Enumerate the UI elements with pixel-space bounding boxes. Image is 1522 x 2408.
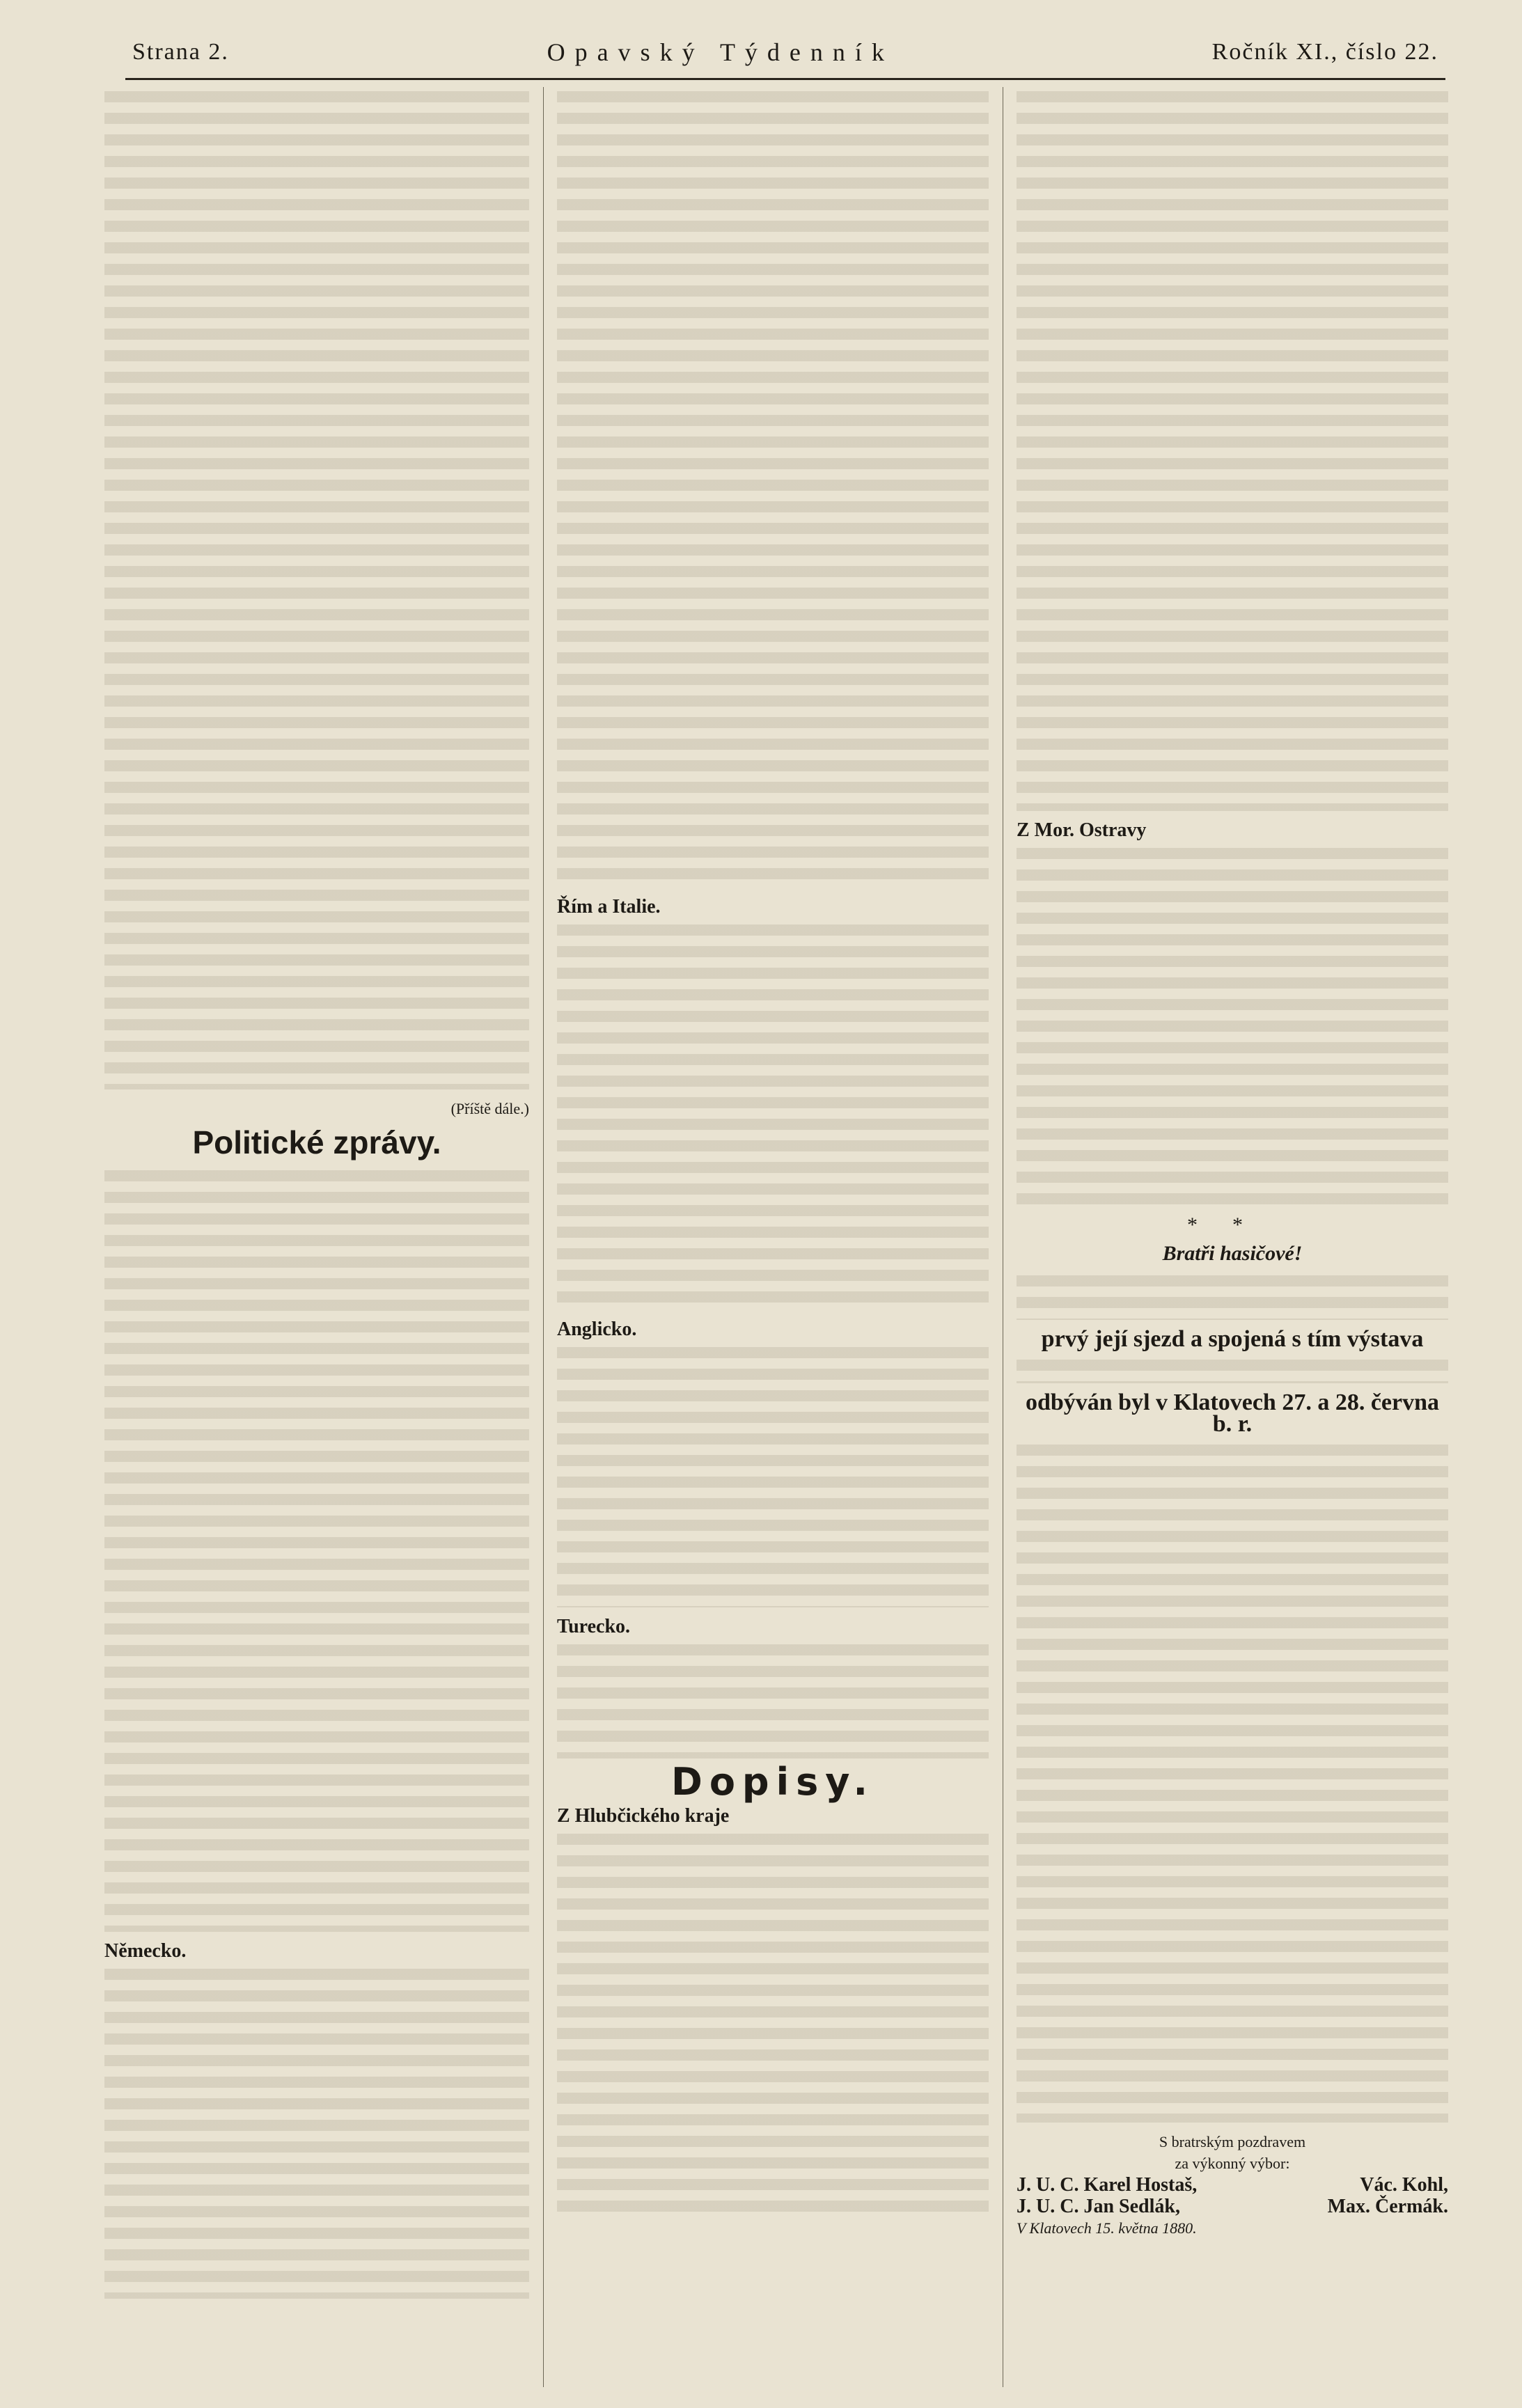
body-text-block xyxy=(557,920,989,1310)
column-divider xyxy=(543,87,544,2387)
signature-hostas: J. U. C. Karel Hostaš, xyxy=(1017,2174,1198,2196)
body-text-block xyxy=(104,1166,529,1932)
issue-number: Ročník XI., číslo 22. xyxy=(1211,39,1438,65)
subhead-bratri-hasicove: Bratři hasičové! xyxy=(1162,1242,1303,1265)
section-title-politicke: Politické zprávy. xyxy=(192,1124,441,1160)
body-text-block xyxy=(557,1343,989,1607)
page-number: Strana 2. xyxy=(132,39,229,65)
headline-sjezd: prvý její sjezd a spojená s tím výstava xyxy=(1041,1326,1424,1352)
body-text-block xyxy=(1017,1440,1448,2123)
signature-kohl: Vác. Kohl, xyxy=(1360,2174,1448,2196)
headline-klatovy: odbýván byl v Klatovech 27. a 28. června b. r. xyxy=(1025,1390,1440,1437)
body-text-block xyxy=(1017,87,1448,811)
body-text-block xyxy=(557,87,989,888)
body-text-block xyxy=(557,1640,989,1758)
body-text-block xyxy=(104,1965,529,2299)
dateline: V Klatovech 15. května 1880. xyxy=(1017,2219,1197,2237)
subhead-turecko: Turecko. xyxy=(557,1616,631,1637)
subhead-rim: Řím a Italie. xyxy=(557,896,661,918)
body-text-block xyxy=(557,1829,989,2219)
masthead-rule xyxy=(125,78,1445,80)
column-3 xyxy=(1017,87,1448,2387)
body-text-block xyxy=(1017,844,1448,1206)
signature-row-2 xyxy=(1017,2196,1448,2217)
subhead-hlubcicky-kraj: Z Hlubčického kraje xyxy=(557,1805,730,1827)
committee-label: za výkonný výbor: xyxy=(1175,2155,1290,2172)
column-1 xyxy=(104,87,529,2387)
column-2 xyxy=(557,87,989,2387)
body-text-block xyxy=(1017,1271,1448,1320)
body-text-block xyxy=(1017,1355,1448,1383)
body-text-block xyxy=(104,87,529,1089)
masthead xyxy=(132,28,1438,77)
closing-greeting: S bratrským pozdravem xyxy=(1159,2133,1306,2150)
subhead-anglicko: Anglicko. xyxy=(557,1319,637,1340)
section-title-dopisy: Dopisy. xyxy=(671,1760,874,1804)
signature-cermak: Max. Čermák. xyxy=(1327,2196,1448,2217)
newspaper-title: Opavský Týdenník xyxy=(547,38,894,66)
subhead-nemecko: Německo. xyxy=(104,1940,187,1962)
signature-row-1 xyxy=(1017,2174,1448,2196)
continued-note: (Příště dále.) xyxy=(450,1100,529,1117)
subhead-ostrava: Z Mor. Ostravy xyxy=(1017,819,1147,841)
signature-sedlak: J. U. C. Jan Sedlák, xyxy=(1017,2196,1180,2217)
divider-stars: ** xyxy=(1187,1213,1278,1236)
